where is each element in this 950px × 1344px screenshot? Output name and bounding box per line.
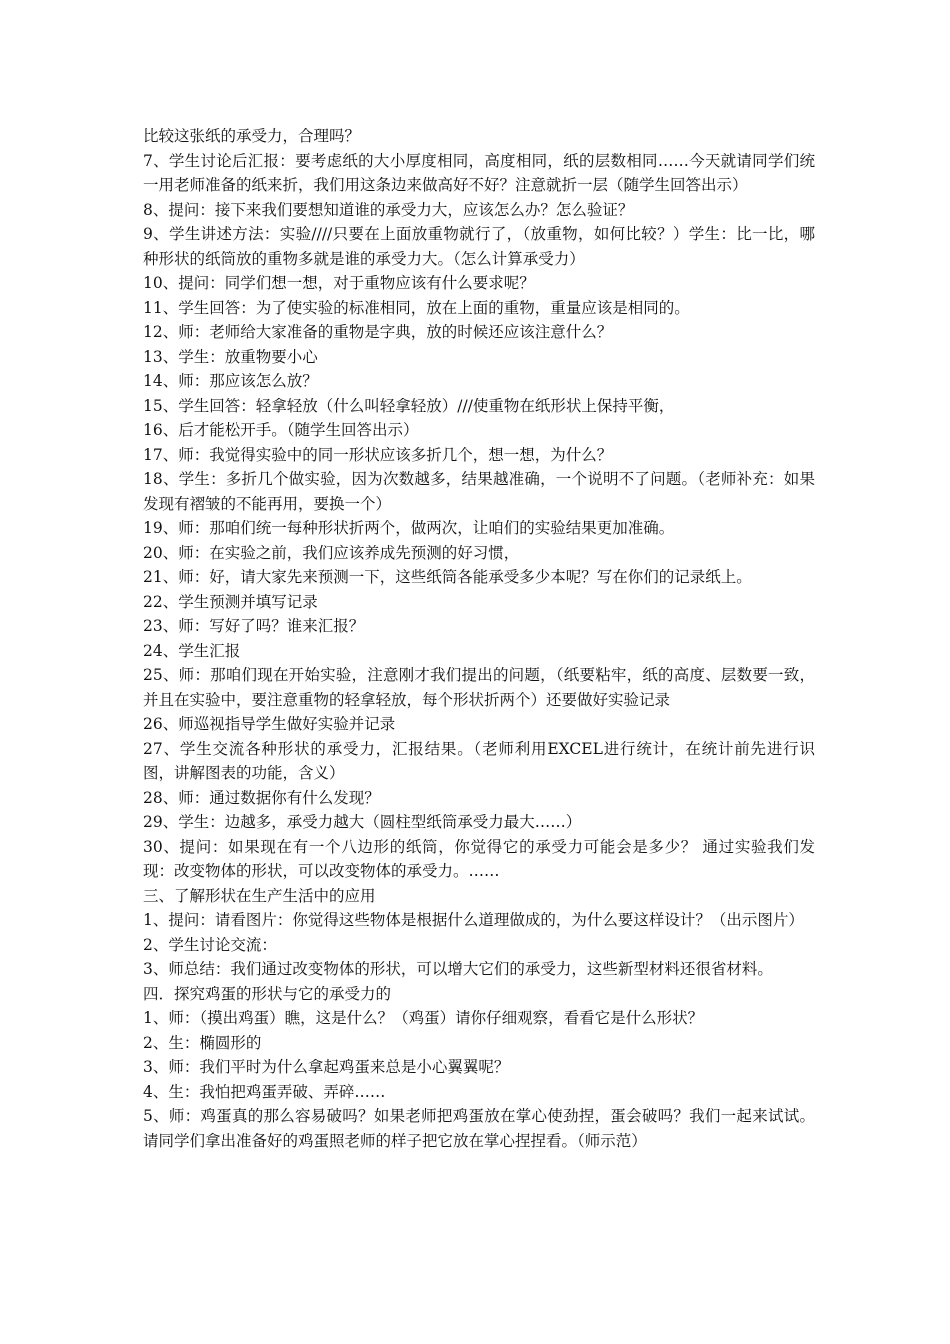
paragraph: 3、师：我们平时为什么拿起鸡蛋来总是小心翼翼呢？ xyxy=(143,1058,510,1076)
paragraph: 28、师：通过数据你有什么发现？ xyxy=(143,788,380,807)
paragraph: 23、师：写好了吗？谁来汇报？ xyxy=(143,617,365,635)
paragraph: 25、师：那咱们现在开始实验，注意刚才我们提出的问题，（纸要粘牢，纸的高度、层数要一致，并且在实验中，要注意重物的轻拿轻放，每个形状折两个）还要做好实验记录 xyxy=(143,666,815,709)
paragraph: 14、师：那应该怎么放？ xyxy=(143,372,318,390)
paragraph: 4、生：我怕把鸡蛋弄破、弄碎…… xyxy=(143,1082,386,1101)
paragraph: 30、提问：如果现在有一个八边形的纸筒，你觉得它的承受力可能会是多少？ 通过实验我们发现：改变物体的形状，可以改变物体的承受力。…… xyxy=(143,837,815,880)
paragraph: 9、学生讲述方法：实验////只要在上面放重物就行了，（放重物，如何比较？）学生：比一比，哪种形状的纸筒放的重物多就是谁的承受力大。（怎么计算承受力） xyxy=(143,225,815,268)
paragraph: 5、师：鸡蛋真的那么容易破吗？如果老师把鸡蛋放在掌心使劲捏，蛋会破吗？我们一起来试试。请同学们拿出准备好的鸡蛋照老师的样子把它放在掌心捏捏看。（师示范） xyxy=(143,1107,815,1150)
paragraph: 2、生：椭圆形的 xyxy=(143,1033,262,1052)
section-heading: 三、了解形状在生产生活中的应用 xyxy=(143,886,376,905)
paragraph: 7、学生讨论后汇报：要考虑纸的大小厚度相同，高度相同，纸的层数相同……今天就请同学们统一用老师准备的纸来折，我们用这条边来做高好不好？注意就折一层（随学生回答出示） xyxy=(143,151,815,194)
paragraph: 24、学生汇报 xyxy=(143,641,241,660)
paragraph: 比较这张纸的承受力，合理吗？ xyxy=(143,127,361,145)
paragraph: 16、后才能松开手。（随学生回答出示） xyxy=(143,421,419,439)
paragraph: 2、学生讨论交流： xyxy=(143,935,277,954)
paragraph: 17、师：我觉得实验中的同一形状应该多折几个，想一想，为什么？ xyxy=(143,445,613,464)
paragraph: 15、学生回答：轻拿轻放（什么叫轻拿轻放）///使重物在纸形状上保持平衡， xyxy=(143,396,675,415)
section-heading: 四．探究鸡蛋的形状与它的承受力的 xyxy=(143,984,392,1003)
paragraph: 10、提问：同学们想一想，对于重物应该有什么要求呢？ xyxy=(143,274,535,292)
paragraph: 18、学生：多折几个做实验，因为次数越多，结果越准确，一个说明不了问题。（老师补充：如果发现有褶皱的不能再用，要换一个） xyxy=(143,470,815,513)
paragraph: 13、学生：放重物要小心 xyxy=(143,347,318,366)
paragraph: 19、师：那咱们统一每种形状折两个，做两次，让咱们的实验结果更加准确。 xyxy=(143,519,675,537)
paragraph: 27、学生交流各种形状的承受力，汇报结果。（老师利用EXCEL进行统计，在统计前先进行识图，讲解图表的功能，含义） xyxy=(143,739,815,782)
paragraph: 3、师总结：我们通过改变物体的形状，可以增大它们的承受力，这些新型材料还很省材料。 xyxy=(143,960,773,978)
document-body xyxy=(143,124,815,1153)
paragraph: 1、提问：请看图片：你觉得这些物体是根据什么道理做成的，为什么要这样设计？（出示图片） xyxy=(143,911,804,929)
paragraph: 29、学生：边越多，承受力越大（圆柱型纸筒承受力最大……） xyxy=(143,813,582,831)
paragraph: 26、师巡视指导学生做好实验并记录 xyxy=(143,715,396,733)
paragraph: 12、师：老师给大家准备的重物是字典，放的时候还应该注意什么？ xyxy=(143,323,613,341)
paragraph: 8、提问：接下来我们要想知道谁的承受力大，应该怎么办？怎么验证？ xyxy=(143,200,634,219)
paragraph: 21、师：好，请大家先来预测一下，这些纸筒各能承受多少本呢？写在你们的记录纸上。 xyxy=(143,568,752,586)
paragraph: 22、学生预测并填写记录 xyxy=(143,592,318,611)
paragraph: 20、师：在实验之前，我们应该养成先预测的好习惯， xyxy=(143,543,520,562)
paragraph: 1、师：（摸出鸡蛋）瞧，这是什么？（鸡蛋）请你仔细观察，看看它是什么形状？ xyxy=(143,1009,704,1027)
paragraph: 11、学生回答：为了使实验的标准相同，放在上面的重物，重量应该是相同的。 xyxy=(143,298,690,317)
